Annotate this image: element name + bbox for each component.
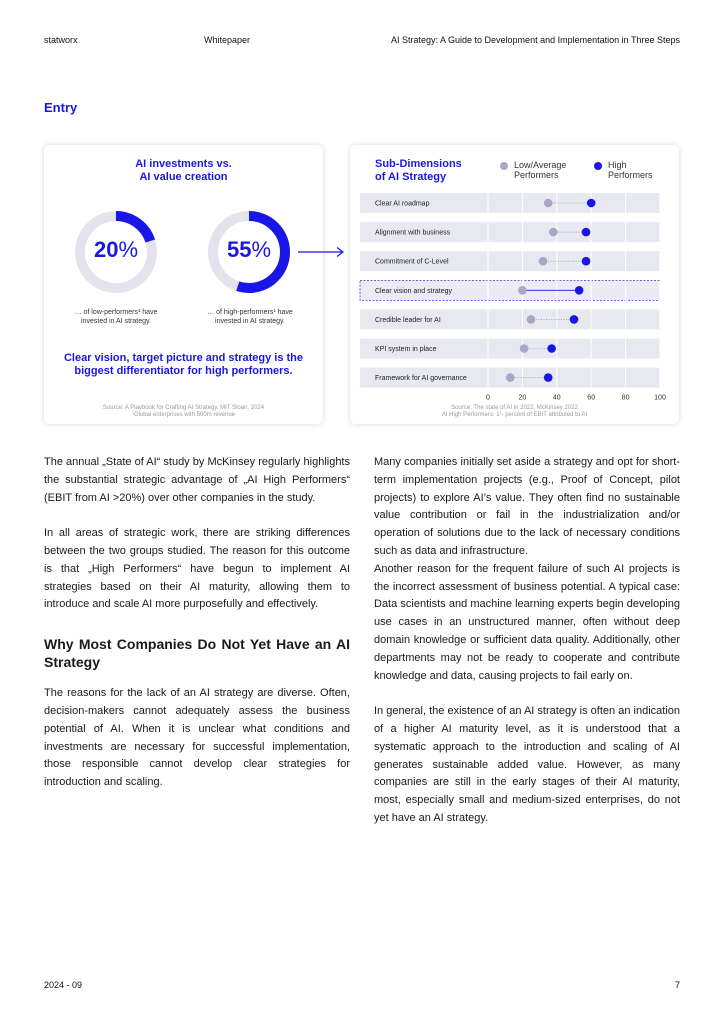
dot-high-performers bbox=[544, 373, 553, 382]
body-paragraph: In all areas of strategic work, there are striking differences between the two groups studied. The reason for this outcome is that „High Performers“ have begun to implement AI strategies based on their AI maturity, allowing them to introduce and scale AI more purposefully and effectively. bbox=[44, 527, 350, 611]
x-tick-label: 60 bbox=[587, 394, 596, 402]
body-paragraph: Many companies initially set aside a strategy and opt for short-term implementation projects (e.g., Proof of Concept, pilot projects) to explore AI’s value. They often find no sustainable value contribution or fail in the industrialization and/or operation of solutions due to the lack of necessary conditions such as data and infrastructure. bbox=[374, 456, 680, 557]
category-label: Credible leader for AI bbox=[375, 316, 441, 324]
category-label: Framework for AI governance bbox=[375, 375, 467, 383]
infographic-source: Source: A Playbook for Crafting AI Strategy, MIT Sloan, 2024 ¹Global enterprises with 500m revenue bbox=[102, 405, 265, 418]
legend-label-low: Low/Average Performers bbox=[514, 160, 567, 180]
dot-low-performers bbox=[539, 257, 548, 266]
dot-low-performers bbox=[527, 315, 536, 324]
chart-title: Sub-Dimensions of AI Strategy bbox=[375, 158, 462, 183]
category-label: Clear AI roadmap bbox=[375, 200, 430, 208]
header-title: AI Strategy: A Guide to Development and Implementation in Three Steps bbox=[390, 35, 680, 45]
dot-low-performers bbox=[520, 344, 529, 353]
x-tick-label: 20 bbox=[518, 394, 527, 402]
body-column-left bbox=[44, 454, 350, 810]
x-tick-label: 100 bbox=[654, 394, 666, 402]
section-label: Entry bbox=[44, 100, 78, 115]
donut-low-caption: … of low-performers¹ have invested in AI strategy. bbox=[74, 309, 158, 325]
right-arrow-icon bbox=[298, 246, 348, 258]
dot-low-performers bbox=[506, 373, 515, 382]
legend-dot-low bbox=[500, 162, 508, 170]
header-brand: statworx bbox=[44, 35, 78, 45]
dot-low-performers bbox=[518, 286, 527, 295]
x-tick-label: 0 bbox=[486, 394, 490, 402]
donut-low-performers bbox=[71, 207, 161, 297]
x-tick-label: 40 bbox=[552, 394, 561, 402]
body-paragraph: The annual „State of AI“ study by McKinsey regularly highlights the substantial strategic advantage of „AI High Performers“ (EBIT from AI >20%) over other companies in the study. bbox=[44, 456, 350, 504]
page-number: 7 bbox=[674, 980, 680, 990]
dot-high-performers bbox=[587, 199, 596, 208]
legend-low-performers bbox=[500, 160, 566, 180]
dot-low-performers bbox=[544, 199, 553, 208]
donut-low-value: 20% bbox=[93, 237, 139, 262]
legend-dot-high bbox=[594, 162, 602, 170]
infographic-title: AI investments vs. AI value creation bbox=[135, 158, 232, 183]
dot-high-performers bbox=[570, 315, 579, 324]
chart-source: Source: The state of AI in 2022, McKinsey 2022 AI High Performers: 1¹- percent of EBIT attributed to AI bbox=[441, 405, 588, 418]
body-paragraph: The reasons for the lack of an AI strategy are diverse. Often, decision-makers cannot adequately assess the business potential of AI. When it is unclear what conditions and investments are necessary for successful implementation, those responsible cannot develop clear strategies for introduction and scaling. bbox=[44, 687, 350, 789]
dot-low-performers bbox=[549, 228, 558, 237]
footer-date: 2024 - 09 bbox=[44, 980, 83, 990]
category-label: KPI system in place bbox=[375, 346, 437, 353]
category-label: Alignment with business bbox=[375, 229, 451, 237]
investment-infographic-card bbox=[44, 145, 323, 424]
legend-high-performers bbox=[594, 160, 653, 180]
category-label: Commitment of C-Level bbox=[375, 258, 449, 266]
donut-high-value: 55% bbox=[226, 237, 272, 262]
dot-high-performers bbox=[582, 257, 591, 266]
donut-high-caption: … of high-performers¹ have invested in AI strategy. bbox=[207, 309, 293, 325]
body-column-right bbox=[374, 454, 680, 846]
x-tick-label: 80 bbox=[621, 394, 630, 402]
section-heading: Why Most Companies Do Not Yet Have an AI Strategy bbox=[44, 636, 350, 671]
sub-dimensions-chart-card bbox=[350, 145, 679, 424]
body-paragraph: In general, the existence of an AI strategy is often an indication of a higher AI maturity level, as it is understood that a systematic approach to the introduction and scaling of AI generates sustainable added value. However, as many companies are still in the early stages of their AI maturity, most, especially small and medium-sized enterprises, do not yet have an AI strategy. bbox=[374, 705, 680, 824]
legend-label-high: High Performers bbox=[608, 160, 653, 180]
header-doc-type: Whitepaper bbox=[204, 35, 251, 45]
body-paragraph: Another reason for the frequent failure of such AI projects is the incorrect assessment of business potential. A typical case: Data scientists and machine learning experts begin developing use cases in an unstructured manner, often without deep domain knowledge or sufficient data quality. Additionally, other departments may not be ready to cooperate and contribute knowledge and data, causing projects to fail early on. bbox=[374, 562, 680, 682]
infographic-highlight: Clear vision, target picture and strategy is the biggest differentiator for high performers. bbox=[63, 352, 303, 377]
donut-high-performers bbox=[204, 207, 294, 297]
category-label: Clear vision and strategy bbox=[375, 287, 453, 295]
dot-high-performers bbox=[582, 228, 591, 237]
dot-high-performers bbox=[547, 344, 556, 353]
dot-plot-chart bbox=[350, 145, 679, 424]
dot-high-performers bbox=[575, 286, 584, 295]
